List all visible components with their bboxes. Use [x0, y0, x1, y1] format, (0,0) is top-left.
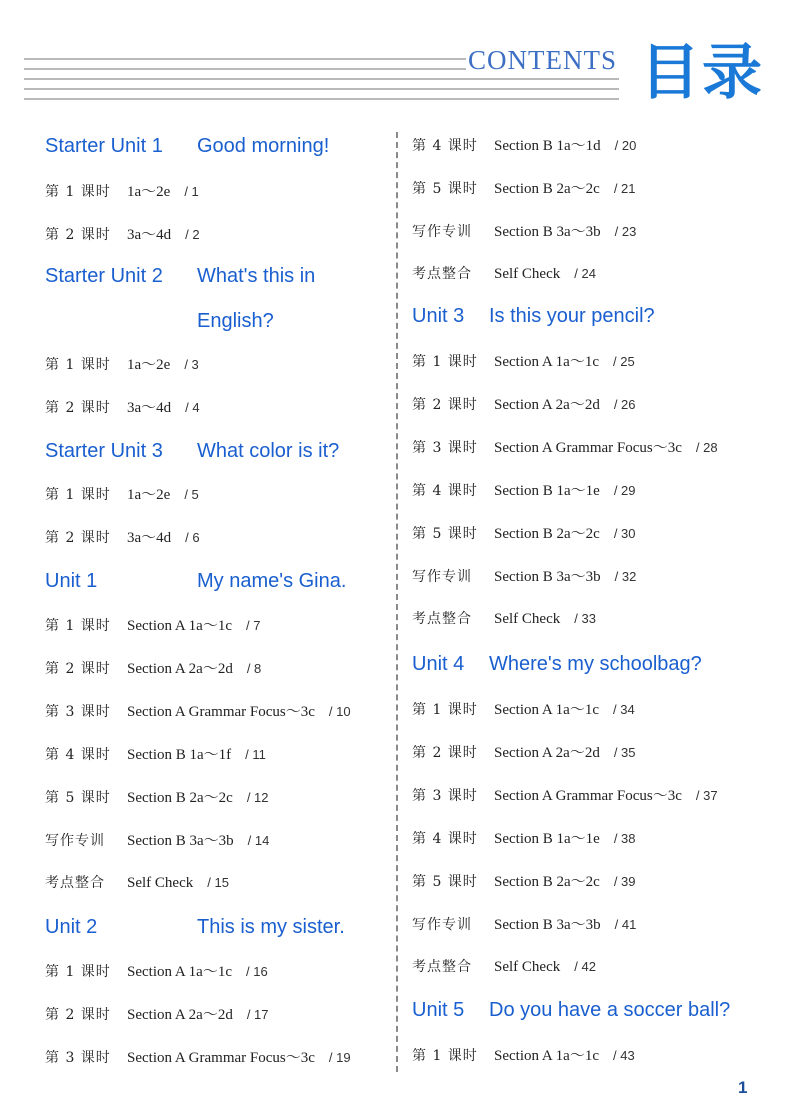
lesson-label: 第 1 课时	[412, 354, 478, 370]
lesson-topic: Section B 2a～2c	[494, 874, 600, 890]
lesson-topic: 1a～2e	[127, 357, 171, 373]
lesson-topic: Section A 2a～2d	[494, 745, 600, 761]
page-ref: / 1	[184, 184, 199, 199]
toc-entry[interactable]	[45, 614, 260, 635]
lesson-label: 写作专训	[412, 917, 472, 933]
lesson-label: 第 4 课时	[45, 747, 111, 763]
page-ref: / 11	[245, 747, 266, 762]
lesson-topic: Section A 1a～1c	[494, 1048, 599, 1064]
toc-entry[interactable]	[45, 657, 261, 678]
lesson-label: 第 2 课时	[45, 661, 111, 677]
lesson-label: 第 3 课时	[45, 704, 111, 720]
lesson-label: 第 4 课时	[412, 483, 478, 499]
column-divider	[396, 132, 398, 1072]
page-ref: / 32	[614, 569, 637, 584]
toc-entry[interactable]	[412, 350, 635, 371]
page-ref: / 17	[246, 1007, 269, 1022]
unit-heading	[45, 570, 347, 593]
unit-title: What's this in	[197, 265, 316, 287]
page-ref: / 7	[246, 618, 261, 633]
toc-entry[interactable]	[412, 784, 718, 805]
toc-entry[interactable]	[412, 263, 596, 283]
lesson-topic: Section B 3a～3b	[494, 224, 601, 240]
lesson-label: 第 5 课时	[412, 181, 478, 197]
lesson-label: 第 1 课时	[45, 618, 111, 634]
lesson-topic: 1a～2e	[127, 487, 171, 503]
toc-entry[interactable]	[45, 829, 269, 850]
page-ref: / 39	[613, 874, 636, 889]
toc-entry[interactable]	[45, 1003, 269, 1024]
page-ref: / 29	[613, 483, 636, 498]
toc-entry[interactable]	[45, 872, 229, 892]
toc-entry[interactable]	[45, 526, 200, 547]
toc-entry[interactable]	[412, 741, 636, 762]
unit-number: Unit 2	[45, 916, 98, 938]
page-ref: / 23	[614, 224, 637, 239]
toc-entry[interactable]	[45, 180, 199, 201]
page-ref: / 41	[614, 917, 637, 932]
lesson-label: 考点整合	[412, 611, 472, 627]
page-ref: / 19	[328, 1050, 351, 1065]
page-ref: / 30	[613, 526, 636, 541]
unit-number: Unit 3	[412, 305, 465, 327]
lesson-topic: Section A 1a～1c	[127, 964, 232, 980]
page-ref: / 37	[695, 788, 718, 803]
toc-entry[interactable]	[45, 700, 351, 721]
page-ref: / 38	[613, 831, 636, 846]
lesson-topic: Section A 1a～1c	[494, 702, 599, 718]
lesson-label: 写作专训	[45, 833, 105, 849]
toc-entry[interactable]	[45, 396, 200, 417]
toc-entry[interactable]	[45, 483, 199, 504]
unit-title: Good morning!	[197, 135, 330, 157]
unit-number: Starter Unit 2	[45, 265, 163, 287]
lesson-topic: 3a～4d	[127, 530, 172, 546]
toc-entry[interactable]	[412, 608, 596, 628]
lesson-topic: Self Check	[494, 611, 561, 627]
lesson-topic: Self Check	[494, 266, 561, 282]
unit-heading	[45, 916, 345, 939]
lesson-topic: Section B 1a～1f	[127, 747, 232, 763]
page-ref: / 34	[613, 702, 635, 717]
unit-number: Unit 5	[412, 999, 465, 1021]
lesson-label: 第 4 课时	[412, 831, 478, 847]
unit-number: Starter Unit 1	[45, 135, 163, 157]
lesson-topic: Section A Grammar Focus～3c	[494, 440, 682, 456]
lesson-topic: Section B 1a～1e	[494, 831, 600, 847]
unit-title: This is my sister.	[197, 916, 345, 938]
lesson-label: 考点整合	[412, 959, 472, 975]
page-ref: / 42	[574, 959, 596, 974]
lesson-topic: Section A 2a～2d	[127, 661, 233, 677]
toc-entry[interactable]	[412, 393, 636, 414]
toc-entry[interactable]	[412, 913, 636, 934]
toc-entry[interactable]	[45, 743, 266, 764]
unit-title: Is this your pencil?	[489, 305, 655, 327]
toc-entry[interactable]	[412, 956, 596, 976]
lesson-topic: Section A 1a～1c	[127, 618, 232, 634]
lesson-topic: 3a～4d	[127, 400, 172, 416]
unit-heading	[45, 440, 340, 463]
toc-entry[interactable]	[412, 134, 636, 155]
lesson-topic: Section B 3a～3b	[494, 569, 601, 585]
lesson-topic: Section B 3a～3b	[127, 833, 234, 849]
lesson-label: 第 3 课时	[412, 788, 478, 804]
toc-entry[interactable]	[412, 177, 636, 198]
lesson-topic: Self Check	[127, 875, 194, 891]
unit-title: What color is it?	[197, 440, 340, 462]
lesson-label: 考点整合	[412, 266, 472, 282]
lesson-topic: Section B 2a～2c	[494, 526, 600, 542]
lesson-topic: Section A Grammar Focus～3c	[127, 704, 315, 720]
unit-title-continued: English?	[197, 310, 274, 332]
unit-number: Unit 4	[412, 653, 465, 675]
lesson-label: 第 2 课时	[45, 530, 111, 546]
lesson-label: 第 4 课时	[412, 138, 478, 154]
page-number: 1	[738, 1078, 748, 1097]
toc-entry[interactable]	[45, 1046, 351, 1067]
unit-heading	[412, 653, 702, 676]
unit-number: Starter Unit 3	[45, 440, 163, 462]
lesson-topic: Self Check	[494, 959, 561, 975]
page-ref: / 4	[185, 400, 200, 415]
page-ref: / 14	[247, 833, 270, 848]
page-ref: / 24	[574, 266, 596, 281]
page-ref: / 25	[613, 354, 635, 369]
lesson-label: 写作专训	[412, 224, 472, 240]
toc-entry[interactable]	[45, 960, 268, 981]
page-ref: / 5	[184, 487, 199, 502]
contents-label: CONTENTS	[466, 44, 623, 76]
page-ref: / 10	[328, 704, 351, 719]
lesson-topic: Section A 1a～1c	[494, 354, 599, 370]
lesson-topic: Section B 1a～1e	[494, 483, 600, 499]
unit-heading	[45, 135, 330, 158]
lesson-label: 考点整合	[45, 875, 105, 891]
page-ref: / 21	[613, 181, 636, 196]
lesson-topic: Section A Grammar Focus～3c	[494, 788, 682, 804]
lesson-topic: 3a～4d	[127, 227, 172, 243]
unit-title: Where's my schoolbag?	[489, 653, 702, 675]
unit-heading	[45, 265, 316, 288]
page-ref: / 43	[613, 1048, 635, 1063]
toc-entry[interactable]	[412, 436, 718, 457]
unit-title: My name's Gina.	[197, 570, 347, 592]
toc-entry[interactable]	[412, 522, 636, 543]
toc-entry[interactable]	[412, 870, 636, 891]
lesson-topic: Section A Grammar Focus～3c	[127, 1050, 315, 1066]
lesson-topic: 1a～2e	[127, 184, 171, 200]
lesson-label: 第 3 课时	[412, 440, 478, 456]
lesson-label: 第 5 课时	[45, 790, 111, 806]
lesson-label: 第 1 课时	[45, 487, 111, 503]
unit-title: Do you have a soccer ball?	[489, 999, 731, 1021]
lesson-label: 第 1 课时	[45, 357, 111, 373]
page-ref: / 12	[246, 790, 269, 805]
lesson-label: 第 1 课时	[45, 184, 111, 200]
toc-entry[interactable]	[45, 223, 200, 244]
toc-entry[interactable]	[412, 827, 636, 848]
lesson-label: 第 5 课时	[412, 526, 478, 542]
lesson-label: 第 2 课时	[45, 227, 111, 243]
page-ref: / 20	[614, 138, 637, 153]
page-ref: / 15	[207, 875, 229, 890]
page-ref: / 2	[185, 227, 200, 242]
lesson-label: 第 1 课时	[45, 964, 111, 980]
toc-entry[interactable]	[412, 1044, 635, 1065]
lesson-label: 第 1 课时	[412, 702, 478, 718]
page-ref: / 3	[184, 357, 199, 372]
page-ref: / 28	[695, 440, 718, 455]
toc-entry[interactable]	[412, 698, 635, 719]
lesson-label: 第 2 课时	[45, 1007, 111, 1023]
lesson-label: 第 2 课时	[412, 745, 478, 761]
unit-heading	[412, 305, 655, 328]
unit-number: Unit 1	[45, 570, 98, 592]
lesson-label: 第 3 课时	[45, 1050, 111, 1066]
page-ref: / 35	[613, 745, 636, 760]
page-ref: / 33	[574, 611, 596, 626]
toc-entry[interactable]	[45, 786, 269, 807]
page-title: 目录	[640, 38, 764, 108]
unit-heading	[412, 999, 731, 1022]
lesson-label: 第 2 课时	[45, 400, 111, 416]
lesson-label: 写作专训	[412, 569, 472, 585]
toc-entry[interactable]	[412, 220, 636, 241]
lesson-topic: Section B 2a～2c	[127, 790, 233, 806]
toc-entry[interactable]	[412, 479, 636, 500]
page-ref: / 26	[613, 397, 636, 412]
lesson-topic: Section B 3a～3b	[494, 917, 601, 933]
page-ref: / 8	[246, 661, 262, 676]
lesson-label: 第 2 课时	[412, 397, 478, 413]
toc-entry[interactable]	[412, 565, 636, 586]
page-ref: / 6	[185, 530, 200, 545]
lesson-label: 第 5 课时	[412, 874, 478, 890]
lesson-topic: Section B 1a～1d	[494, 138, 601, 154]
lesson-topic: Section A 2a～2d	[494, 397, 600, 413]
lesson-label: 第 1 课时	[412, 1048, 478, 1064]
lesson-topic: Section A 2a～2d	[127, 1007, 233, 1023]
toc-entry[interactable]	[45, 353, 199, 374]
page-ref: / 16	[246, 964, 268, 979]
lesson-topic: Section B 2a～2c	[494, 181, 600, 197]
